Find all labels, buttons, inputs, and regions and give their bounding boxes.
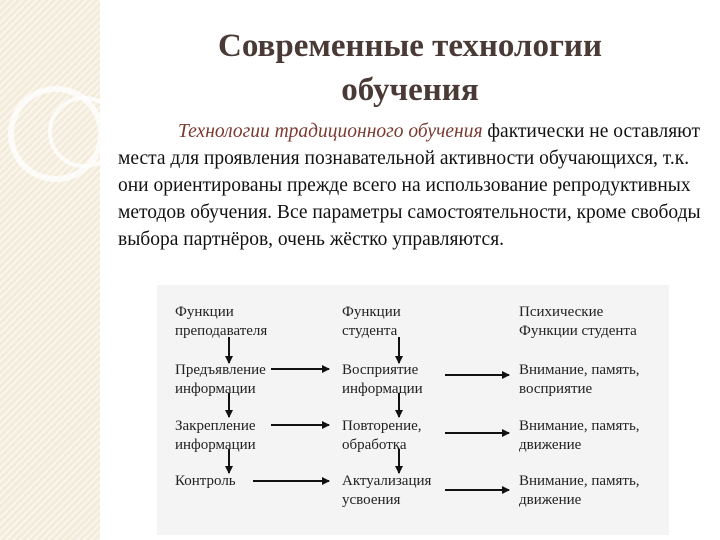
col3-item-1 [519,361,640,399]
col3-item-3-line1: Внимание, память, [519,473,640,489]
col2-header [342,303,401,341]
col2-item-3 [342,472,431,510]
paragraph-highlight: Технологии традиционного обучения [178,121,483,142]
col3-header-line2: Функции студента [519,323,637,339]
col3-item-2-line1: Внимание, память, [519,418,640,434]
col2-item-2 [342,417,422,455]
col3-item-2 [519,417,640,455]
paragraph-rest: фактически не оставляют места для проявления познавательной активности обучающихся, т.к. они ориентированы прежде всего на использование репродуктивных методов обучения. Все параметры самостоятельности, кроме свободы выбора партнёров, очень жёстко управляются. [118,121,701,250]
col3-header [519,303,637,341]
col2-item-3-line1: Актуализация [342,473,432,489]
col1-item-3-line1: Контроль [175,473,236,489]
col2-header-line1: Функции [342,304,401,320]
col1-item-1-line2: информации [175,381,256,397]
col3-item-3 [519,472,640,510]
flow-diagram [157,285,669,535]
decorative-ring-small [48,96,120,168]
col2-header-line2: студента [342,323,398,339]
col1-item-1-line1: Предъявление [175,362,266,378]
col1-item-2 [175,417,256,455]
col1-header-line2: преподавателя [175,323,268,339]
col2-item-1-line2: информации [342,381,423,397]
col3-item-2-line2: движение [519,437,582,453]
decorative-side-band [0,0,100,540]
col3-item-1-line1: Внимание, память, [519,362,640,378]
col2-item-2-line1: Повторение, [342,418,422,434]
col2-item-1 [342,361,423,399]
col1-item-3 [175,472,236,491]
body-paragraph [118,118,708,253]
col1-item-2-line1: Закрепление [175,418,256,434]
col3-header-line1: Психические [519,304,604,320]
col2-item-1-line1: Восприятие [342,362,419,378]
col1-item-2-line2: информации [175,437,256,453]
slide-title-line-2: обучения [341,72,479,108]
slide-title [130,24,690,112]
col1-header [175,303,267,341]
col2-item-3-line2: усвоения [342,492,401,508]
col2-item-2-line2: обработка [342,437,407,453]
col1-item-1 [175,361,266,399]
slide-title-line-1: Современные технологии [218,28,602,64]
col1-header-line1: Функции [175,304,234,320]
col3-item-1-line2: восприятие [519,381,593,397]
col3-item-3-line2: движение [519,492,582,508]
